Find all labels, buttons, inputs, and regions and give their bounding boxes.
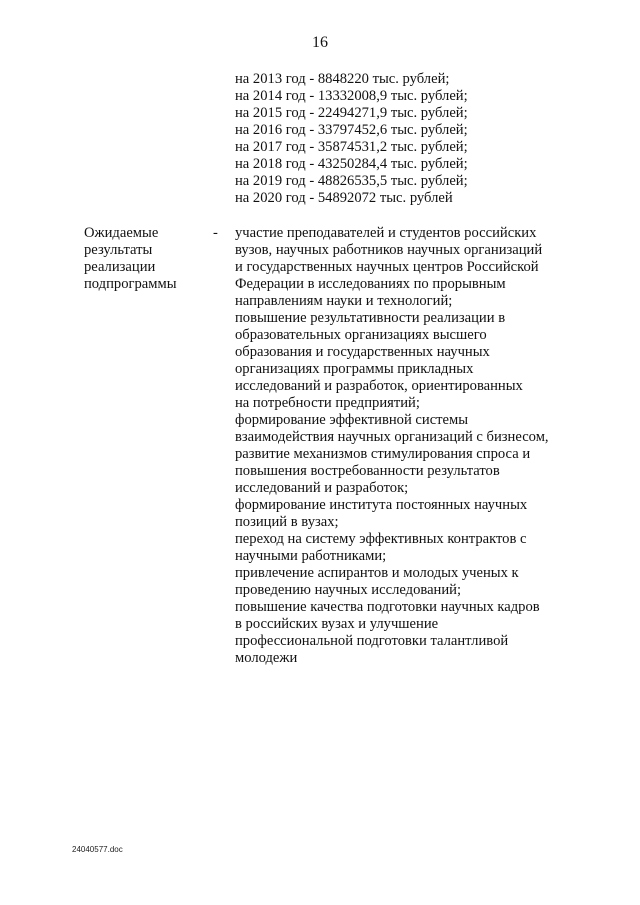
result-line: и государственных научных центров Российской xyxy=(235,259,539,275)
result-line: организациях программы прикладных xyxy=(235,361,474,377)
section-label-line: реализации xyxy=(84,259,156,275)
result-line: привлечение аспирантов и молодых ученых к xyxy=(235,565,519,581)
funding-item: на 2017 год - 35874531,2 тыс. рублей; xyxy=(235,139,468,155)
page-number: 16 xyxy=(312,34,328,51)
result-line: научными работниками; xyxy=(235,548,387,564)
funding-list xyxy=(235,71,468,207)
result-line: исследований и разработок, ориентированных xyxy=(235,378,523,394)
result-line: переход на систему эффективных контрактов с xyxy=(235,531,527,547)
funding-item: на 2016 год - 33797452,6 тыс. рублей; xyxy=(235,122,468,138)
funding-item: на 2015 год - 22494271,9 тыс. рублей; xyxy=(235,105,468,121)
section-dash: - xyxy=(213,225,218,241)
document-code: 24040577.doc xyxy=(72,845,123,854)
result-line: исследований и разработок; xyxy=(235,480,409,496)
result-line: Федерации в исследованиях по прорывным xyxy=(235,276,506,292)
section-label-line: подпрограммы xyxy=(84,276,177,292)
funding-item: на 2014 год - 13332008,9 тыс. рублей; xyxy=(235,88,468,104)
funding-item: на 2018 год - 43250284,4 тыс. рублей; xyxy=(235,156,468,172)
funding-item: на 2019 год - 48826535,5 тыс. рублей; xyxy=(235,173,468,189)
result-line: направлениям науки и технологий; xyxy=(235,293,453,309)
result-line: формирование эффективной системы xyxy=(235,412,469,428)
result-line: участие преподавателей и студентов российских xyxy=(235,225,537,241)
result-line: повышение качества подготовки научных кадров xyxy=(235,599,540,615)
result-line: проведению научных исследований; xyxy=(235,582,462,598)
section-label-line: результаты xyxy=(84,242,153,258)
result-line: образовательных организациях высшего xyxy=(235,327,487,343)
funding-item: на 2020 год - 54892072 тыс. рублей xyxy=(235,190,453,206)
result-line: развитие механизмов стимулирования спроса и xyxy=(235,446,531,462)
result-line: повышение результативности реализации в xyxy=(235,310,506,326)
result-line: формирование института постоянных научных xyxy=(235,497,528,513)
result-line: в российских вузах и улучшение xyxy=(235,616,439,632)
result-line: молодежи xyxy=(235,650,298,666)
results-list xyxy=(235,225,549,667)
result-line: взаимодействия научных организаций с бизнесом, xyxy=(235,429,549,445)
result-line: на потребности предприятий; xyxy=(235,395,420,411)
result-line: позиций в вузах; xyxy=(235,514,339,530)
result-line: профессиональной подготовки талантливой xyxy=(235,633,509,649)
section-label xyxy=(84,225,204,293)
result-line: повышения востребованности результатов xyxy=(235,463,500,479)
result-line: вузов, научных работников научных организаций xyxy=(235,242,543,258)
funding-item: на 2013 год - 8848220 тыс. рублей; xyxy=(235,71,450,87)
section-label-line: Ожидаемые xyxy=(84,225,159,241)
result-line: образования и государственных научных xyxy=(235,344,490,360)
